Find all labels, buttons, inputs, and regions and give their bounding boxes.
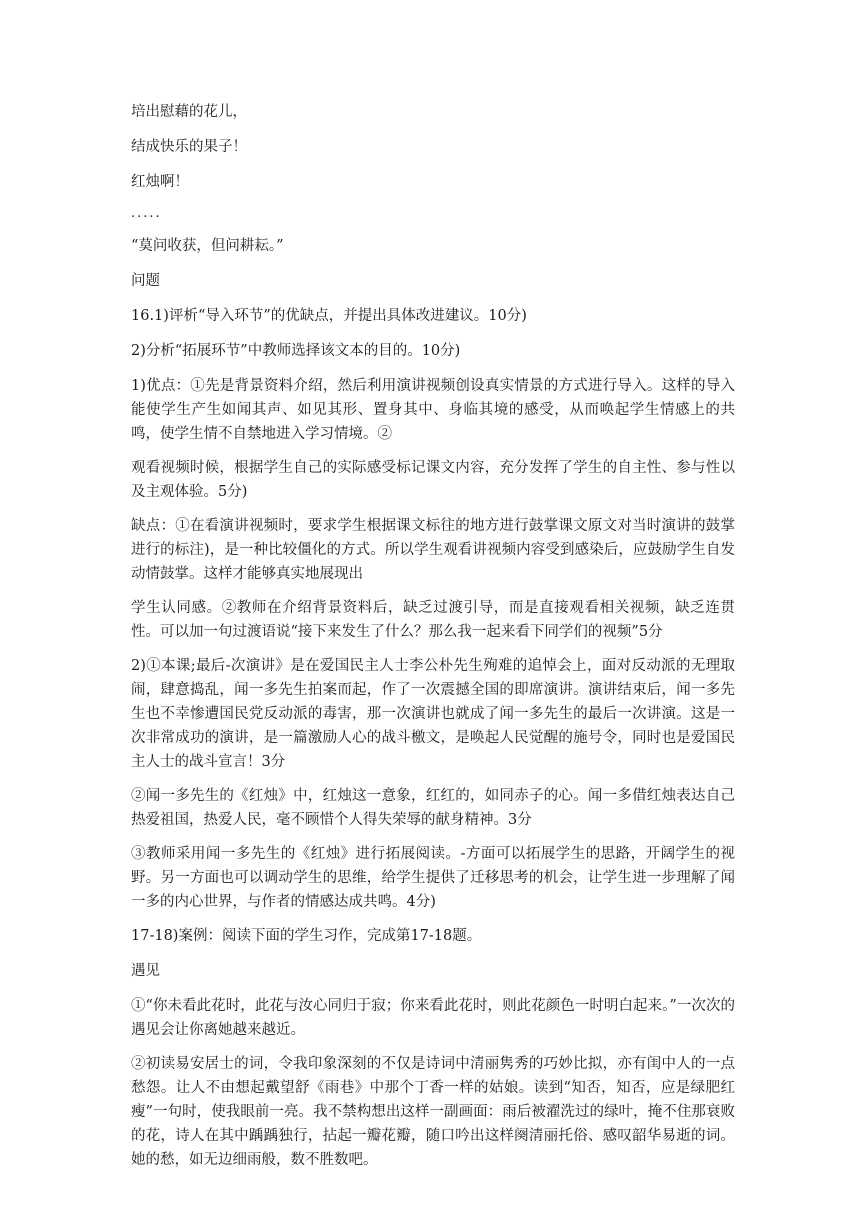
answer-disadvantages-continued: 学生认同感。②教师在介绍背景资料后，缺乏过渡引导，而是直接观看相关视频，缺乏连贯性。可以加一句过渡语说“接下来发生了什么？那么我一起来看下同学们的视频”5分 — [131, 600, 735, 640]
poem-line-3: 红烛啊！ — [131, 174, 189, 190]
essay-title: 遇见 — [131, 963, 160, 979]
answer-2-part-1: 2)①本课;最后-次演讲》是在爱国民主人士李公朴先生殉难的追悼会上，面对反动派的无理取闹，肆意捣乱，闻一多先生拍案而起，作了一次震撼全国的即席演讲。演讲结束后，闻一多先生也不幸惨遭国民党反动派的毒害，那一次演讲也就成了闻一多先生的最后一次讲演。这是一次非常成功的演讲，是一篇激励人心的战斗檄文，是唤起人民觉醒的施号令，同时也是爱国民主人士的战斗宣言！3分 — [131, 658, 735, 770]
answer-2-part-2: ②闻一多先生的《红烛》中，红烛这一意象，红红的，如同赤子的心。闻一多借红烛表达自己热爱祖国，热爱人民，毫不顾惜个人得失荣辱的献身精神。3分 — [131, 788, 735, 828]
document-page — [131, 100, 735, 1182]
ellipsis-line: ..... — [131, 206, 162, 221]
answer-2-part-3: ③教师采用闻一多先生的《红烛》进行拓展阅读。-方面可以拓展学生的思路，开阔学生的视野。另一方面也可以调动学生的思维，给学生提供了迁移思考的机会，让学生进一步理解了闻一多的内心世界，与作者的情感达成共鸣。4分) — [131, 846, 735, 910]
section-heading-questions: 问题 — [131, 273, 160, 289]
case-17-18-heading: 17-18)案例：阅读下面的学生习作，完成第17-18题。 — [131, 928, 482, 944]
poem-line-1: 培出慰藉的花儿， — [131, 104, 247, 120]
essay-paragraph-2: ②初读易安居士的词，令我印象深刻的不仅是诗词中清丽隽秀的巧妙比拟，亦有闺中人的一点愁怨。让人不由想起戴望舒《雨巷》中那个丁香一样的姑娘。读到“知否，知否，应是绿肥红瘦”一句时，使我眼前一亮。我不禁构想出这样一副画面：雨后被濯洗过的绿叶，掩不住那衰败的花，诗人在其中踽踽独行，拈起一瓣花瓣，随口吟出这样阕清丽托俗、感叹韶华易逝的词。她的愁，如无边细雨般，数不胜数吧。 — [131, 1056, 735, 1168]
poem-quote: “莫问收获，但问耕耘。” — [131, 238, 284, 254]
answer-advantages: 1)优点：①先是背景资料介绍，然后利用演讲视频创设真实情景的方式进行导入。这样的导入能使学生产生如闻其声、如见其形、置身其中、身临其境的感受，从而唤起学生情感上的共鸣，使学生情不自禁地进入学习情境。② — [131, 378, 735, 442]
essay-paragraph-1: ①“你未看此花时，此花与汝心同归于寂；你来看此花时，则此花颜色一时明白起来。”一次次的遇见会让你离她越来越近。 — [131, 998, 735, 1038]
question-16-2: 2)分析“拓展环节”中教师选择该文本的目的。10分) — [131, 343, 461, 359]
answer-advantages-continued: 观看视频时候，根据学生自己的实际感受标记课文内容，充分发挥了学生的自主性、参与性以及主观体验。5分) — [131, 460, 735, 500]
answer-disadvantages: 缺点：①在看演讲视频时，要求学生根据课文标往的地方进行鼓掌课文原文对当时演讲的鼓掌进行的标注)，是一种比较僵化的方式。所以学生观看讲视频内容受到感染后，应鼓励学生自发动情鼓掌。这样才能够真实地展现出 — [131, 518, 735, 582]
poem-line-2: 结成快乐的果子！ — [131, 139, 247, 155]
question-16-1: 16.1)评析“导入环节”的优缺点，并提出具体改进建议。10分) — [131, 308, 527, 324]
